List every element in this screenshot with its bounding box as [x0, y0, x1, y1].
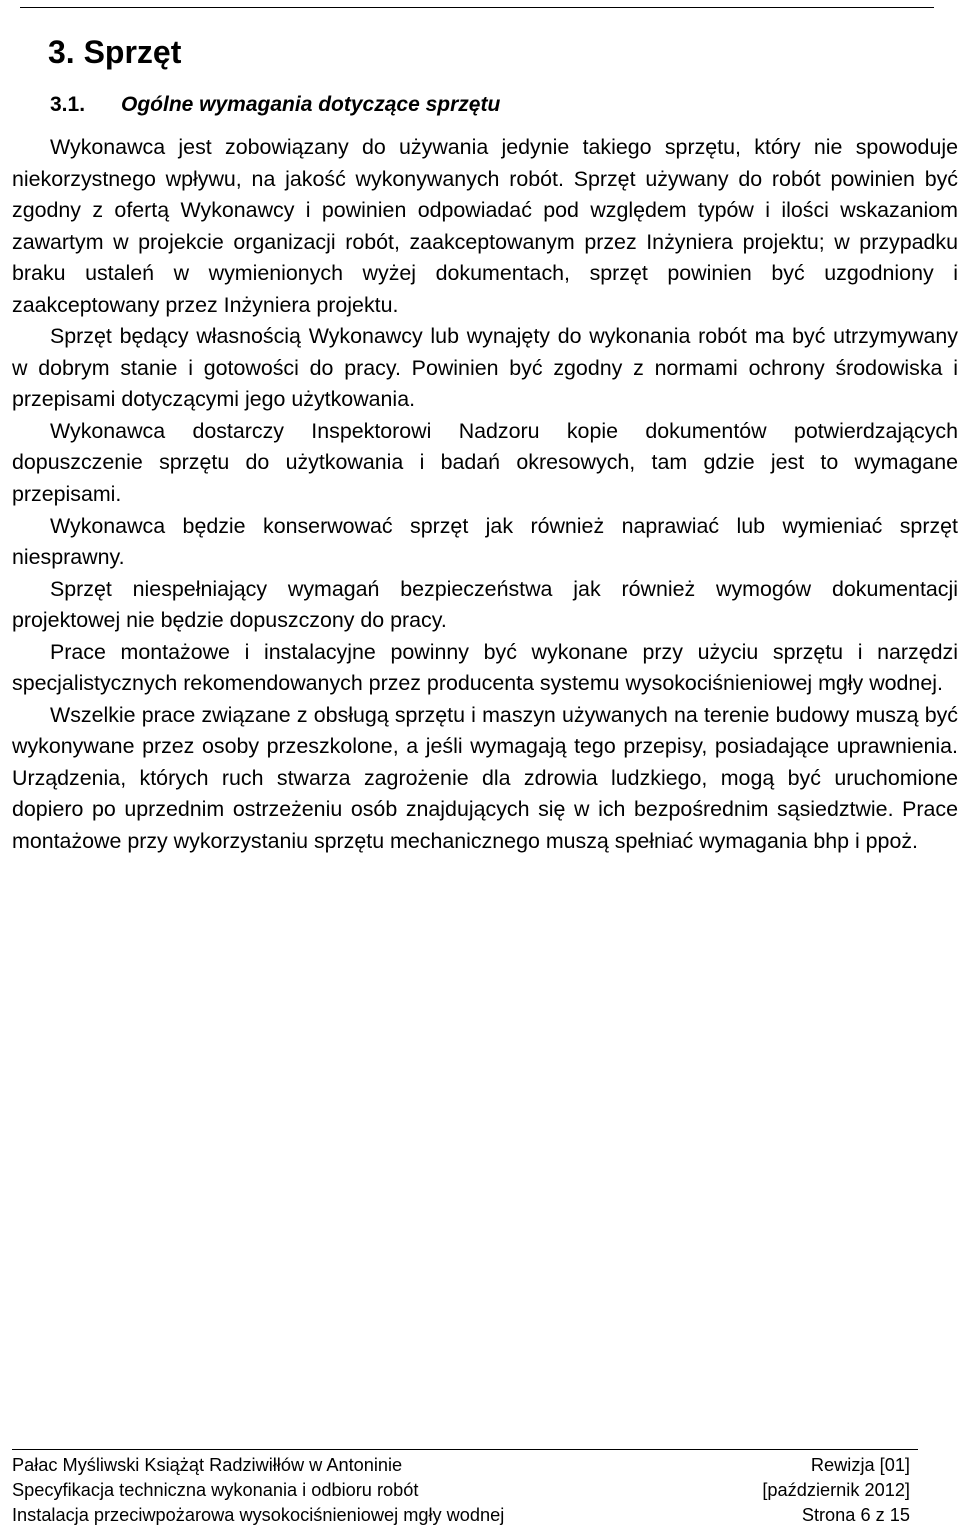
paragraph-installation-tools: Prace montażowe i instalacyjne powinny być wykonane przy użyciu sprzętu i narzędzi specjalistycznych rekomendowanych przez producenta systemu wysokociśnieniowej mgły wodnej.: [12, 639, 958, 696]
footer-row: [12, 1478, 910, 1503]
paragraph-operation: Wszelkie prace związane z obsługą sprzętu i maszyn używanych na terenie budowy muszą być wykonywane przez osoby przeszkolone, a jeśli wymagają tego przepisy, posiadające uprawnienia. Urządzenia, których ruch stwarza zagrożenie dla zdrowia ludzkiego, mogą być uruchomione dopiero po uprzednim ostrzeżeniu osób znajdujących się w ich bezpośrednim sąsiedztwie. Prace montażowe przy wykorzystaniu sprzętu mechanicznego muszą spełniać wymagania bhp i ppoż.: [12, 702, 958, 854]
footer-spec: Specyfikacja techniczna wykonania i odbioru robót: [12, 1479, 419, 1500]
footer-rule: [12, 1449, 918, 1450]
footer-page-number: Strona 6 z 15: [801, 1504, 910, 1525]
footer-row: [12, 1503, 910, 1527]
paragraph-equipment-maintenance: Sprzęt będący własnością Wykonawcy lub wynajęty do wykonania robót ma być utrzymywany w dobrym stanie i gotowości do pracy. Powinien być zgodny z normami ochrony środowiska i przepisami dotyczącymi jego użytkowania.: [12, 324, 958, 412]
footer-date: [październik 2012]: [762, 1479, 910, 1500]
header-rule: [20, 7, 934, 8]
paragraph-safety: Sprzęt niespełniający wymagań bezpieczeństwa jak również wymogów dokumentacji projektowej nie będzie dopuszczony do pracy.: [12, 576, 958, 633]
paragraph-equipment-requirements: Wykonawca jest zobowiązany do używania jedynie takiego sprzętu, który nie spowoduje niekorzystnego wpływu, na jakość wykonywanych robót. Sprzęt używany do robót powinien być zgodny z ofertą Wykonawcy i powinien odpowiadać pod względem typów i ilości wskazaniom zawartym w projekcie organizacji robót, zaakceptowanym przez Inżyniera projektu; w przypadku braku ustaleń w wymienionych wyżej dokumentach, sprzęt powinien być uzgodniony i zaakceptowany przez Inżyniera projektu.: [12, 135, 958, 317]
subsection-heading: [50, 90, 500, 120]
subsection-title: Ogólne wymagania dotyczące sprzętu: [121, 93, 501, 116]
footer-project: Pałac Myśliwski Książąt Radziwiłłów w Antoninie: [12, 1455, 403, 1475]
footer-row: [12, 1453, 910, 1478]
body-text: [12, 132, 958, 858]
page-footer: [12, 1453, 910, 1527]
paragraph-conservation: Wykonawca będzie konserwować sprzęt jak również naprawiać lub wymieniać sprzęt niesprawny.: [12, 513, 958, 570]
paragraph-documents: Wykonawca dostarczy Inspektorowi Nadzoru kopie dokumentów potwierdzających dopuszczenie sprzętu do użytkowania i badań okresowych, tam gdzie jest to wymagane przepisami.: [12, 418, 958, 507]
section-title: 3. Sprzęt: [48, 34, 182, 70]
subsection-number: 3.1.: [50, 93, 86, 116]
footer-revision: Rewizja [01]: [810, 1455, 910, 1475]
footer-system: Instalacja przeciwpożarowa wysokociśnieniowej mgły wodnej: [12, 1504, 505, 1525]
